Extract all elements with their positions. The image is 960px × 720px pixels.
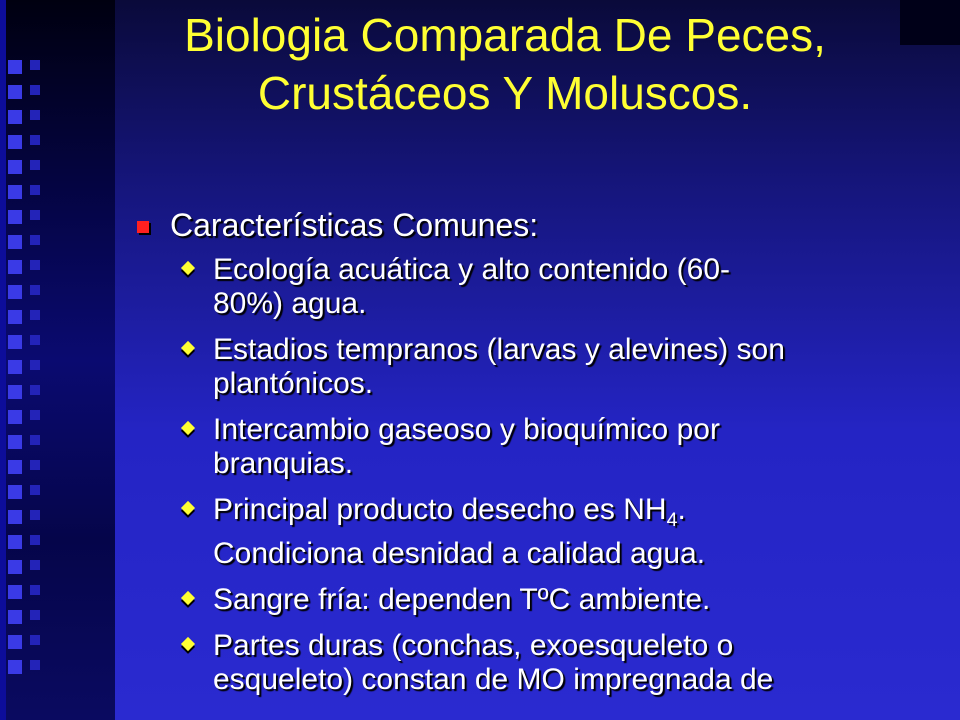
decorative-square: [8, 560, 22, 574]
yellow-diamond-icon: [181, 341, 195, 355]
list-item: Ecología acuática y alto contenido (60- 80%) agua.: [135, 253, 883, 321]
list-item: Partes duras (conchas, exoesqueleto o esqueleto) constan de MO impregnada de: [135, 629, 883, 697]
yellow-diamond-icon: [181, 637, 195, 651]
slide-content: [135, 205, 935, 709]
decorative-square: [30, 135, 40, 145]
decorative-square: [30, 185, 40, 195]
decorative-square: [8, 360, 22, 374]
decorative-square: [30, 310, 40, 320]
decorative-square: [8, 485, 22, 499]
decorative-square: [30, 485, 40, 495]
slide-title: [0, 6, 960, 122]
decorative-square: [8, 135, 22, 149]
decorative-square: [30, 335, 40, 345]
decorative-square: [8, 335, 22, 349]
decorative-square: [8, 310, 22, 324]
decorative-square: [8, 610, 22, 624]
decorative-square: [8, 635, 22, 649]
decorative-square: [8, 160, 22, 174]
list-item: Intercambio gaseoso y bioquímico por branquias.: [135, 413, 883, 481]
decorative-square: [30, 610, 40, 620]
decorative-square: [30, 210, 40, 220]
decorative-square: [8, 660, 22, 674]
decorative-square: [8, 410, 22, 424]
decorative-square: [30, 160, 40, 170]
decorative-square: [30, 535, 40, 545]
decorative-square: [30, 435, 40, 445]
decorative-square: [30, 585, 40, 595]
yellow-diamond-icon: [181, 501, 195, 515]
decorative-square: [8, 510, 22, 524]
list-item: Principal producto desecho es $NH_4$. Condiciona desnidad a calidad agua.: [135, 493, 883, 571]
title-line-1: Biologia Comparada De Peces,: [184, 9, 826, 61]
decorative-square: [30, 635, 40, 645]
yellow-diamond-icon: [181, 261, 195, 275]
decorative-square: [8, 210, 22, 224]
decorative-square: [8, 260, 22, 274]
decorative-square: [30, 385, 40, 395]
decorative-square: [30, 510, 40, 520]
red-square-icon: [137, 221, 149, 233]
decorative-square: [8, 185, 22, 199]
decorative-square: [8, 585, 22, 599]
decorative-square: [30, 360, 40, 370]
yellow-diamond-icon: [181, 421, 195, 435]
decorative-square: [30, 285, 40, 295]
list-item: Estadios tempranos (larvas y alevines) son plantónicos.: [135, 333, 883, 401]
decorative-squares: [8, 60, 26, 700]
heading-text: Características Comunes:: [170, 207, 539, 243]
decorative-square: [8, 235, 22, 249]
decorative-square: [30, 235, 40, 245]
heading-item: [135, 205, 935, 245]
decorative-squares-secondary: [30, 60, 48, 700]
decorative-square: [30, 410, 40, 420]
decorative-square: [30, 460, 40, 470]
yellow-diamond-icon: [181, 591, 195, 605]
decorative-square: [30, 560, 40, 570]
decorative-square: [8, 285, 22, 299]
decorative-square: [30, 660, 40, 670]
decorative-square: [8, 435, 22, 449]
decorative-square: [8, 460, 22, 474]
list-item: Sangre fría: dependen TºC ambiente.: [135, 583, 883, 617]
decorative-square: [30, 260, 40, 270]
title-line-2: Crustáceos Y Moluscos.: [257, 67, 753, 119]
decorative-square: [8, 385, 22, 399]
decorative-square: [8, 535, 22, 549]
